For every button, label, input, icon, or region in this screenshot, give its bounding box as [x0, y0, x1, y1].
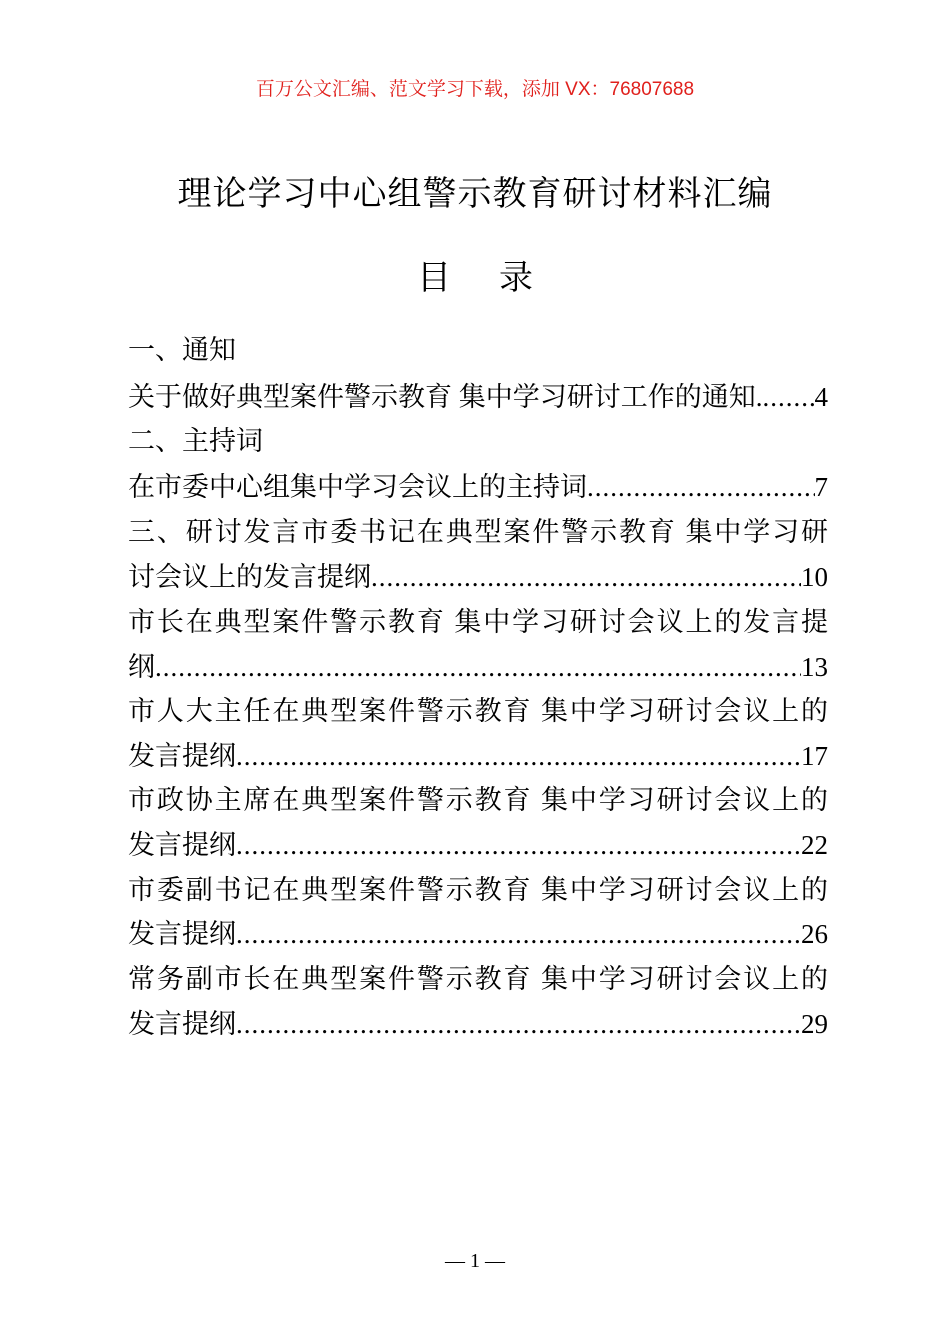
entry-title: 在市委中心组集中学习会议上的主持词 [128, 472, 587, 502]
entry-title: 纲 [128, 652, 155, 682]
page-number: 22 [801, 830, 828, 860]
entry-title: 市委副书记在典型案件警示教育 集中学习研讨会议上的 [128, 875, 828, 905]
dot-leader [763, 377, 815, 417]
toc-entry[interactable] [128, 467, 828, 507]
toc-entry[interactable] [128, 959, 828, 999]
entry-title: 市政协主席在典型案件警示教育 集中学习研讨会议上的 [128, 785, 828, 815]
entry-title: 关于做好典型案件警示教育 集中学习研讨工作的通知. [128, 382, 763, 412]
section-label: 三、研讨发言 [128, 517, 302, 547]
page-number: 26 [801, 919, 828, 949]
toc-entry-continuation[interactable] [128, 736, 828, 776]
toc-heading-char: 目 [417, 260, 451, 297]
page-footer-number: — 1 — [445, 1250, 505, 1272]
entry-title: 发言提纲 [128, 741, 236, 771]
document-title: 理论学习中心组警示教育研讨材料汇编 [177, 176, 773, 213]
toc-entry[interactable] [128, 870, 828, 910]
page-number: 13 [801, 652, 828, 682]
toc-section-heading [128, 330, 828, 370]
entry-title: 市委书记在典型案件警示教育 集中学习研 [301, 517, 828, 547]
page-number: 7 [814, 472, 828, 502]
page-number: 4 [814, 382, 828, 412]
dot-leader [236, 825, 801, 865]
section-label: 一、通知 [128, 335, 236, 365]
entry-title: 市人大主任在典型案件警示教育 集中学习研讨会议上的 [128, 696, 828, 726]
toc-entry[interactable] [128, 377, 828, 417]
page-number: 29 [801, 1009, 828, 1039]
dot-leader [236, 914, 801, 954]
toc-entry-continuation[interactable] [128, 647, 828, 687]
toc-heading [0, 250, 950, 299]
dot-leader [587, 467, 815, 507]
page-number: 10 [801, 562, 828, 592]
dot-leader [236, 736, 801, 776]
entry-title: 市长在典型案件警示教育 集中学习研讨会议上的发言提 [128, 607, 828, 637]
toc-section-heading [128, 421, 828, 461]
toc-entry[interactable] [128, 512, 828, 552]
toc-entry-continuation[interactable] [128, 825, 828, 865]
toc-entry-continuation[interactable] [128, 914, 828, 954]
section-label: 二、主持词 [128, 426, 263, 456]
entry-title: 发言提纲 [128, 1009, 236, 1039]
page-number: 17 [801, 741, 828, 771]
dot-leader [371, 557, 801, 597]
entry-title: 常务副市长在典型案件警示教育 集中学习研讨会议上的 [128, 964, 828, 994]
entry-title: 讨会议上的发言提纲 [128, 562, 371, 592]
dot-leader [236, 1004, 801, 1044]
toc-heading-char: 录 [499, 260, 533, 297]
toc-entry-continuation[interactable] [128, 1004, 828, 1044]
entry-title: 发言提纲 [128, 919, 236, 949]
entry-title: 发言提纲 [128, 830, 236, 860]
toc-entry[interactable] [128, 780, 828, 820]
toc-entry[interactable] [128, 602, 828, 642]
toc-entry[interactable] [128, 691, 828, 731]
watermark-banner: 百万公文汇编、范文学习下载，添加 VX：76807688 [255, 79, 695, 100]
toc-entry-continuation[interactable] [128, 557, 828, 597]
dot-leader [155, 647, 801, 687]
